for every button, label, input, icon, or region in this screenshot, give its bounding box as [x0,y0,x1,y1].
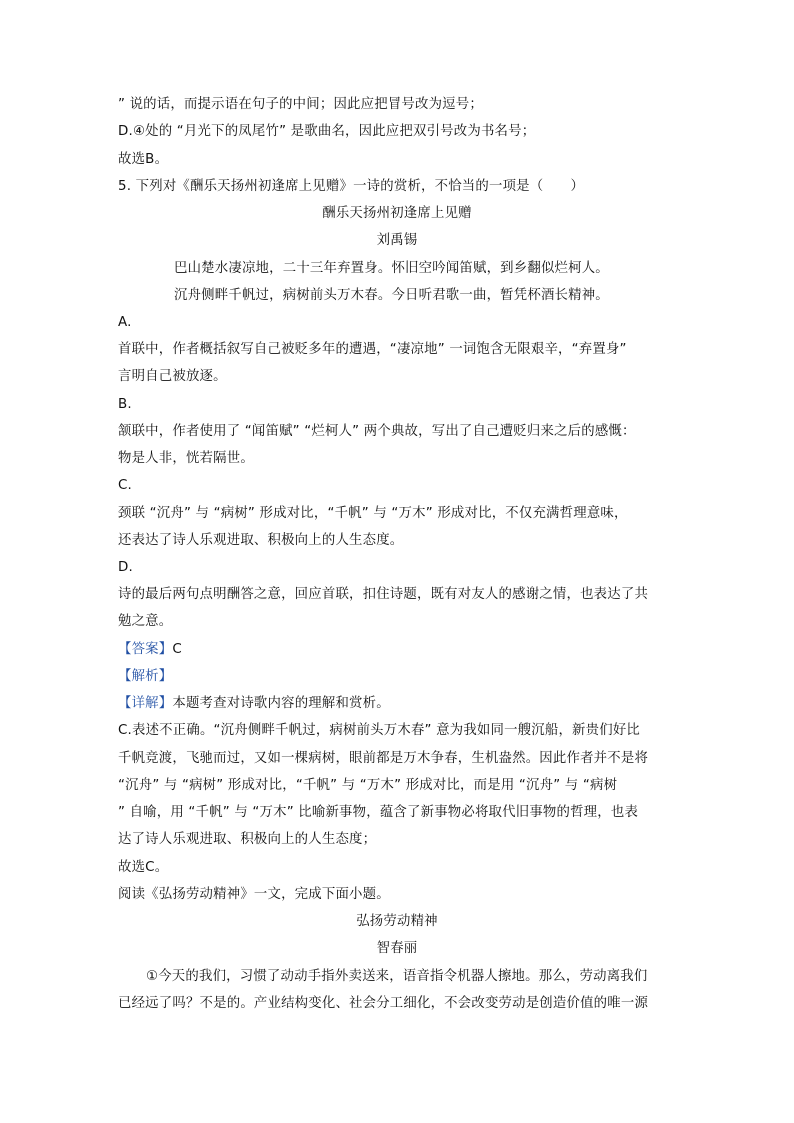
option-label-b: B. [118,397,132,412]
text-line: D.④处的 “月光下的凤尾竹” 是歌曲名，因此应把双引号改为书名号； [118,124,536,139]
question-5-stem: 5. 下列对《酬乐天扬州初逢席上见赠》一诗的赏析，不恰当的一项是（ ） [118,179,585,194]
poem-title: 酬乐天扬州初逢席上见赠 [322,206,472,221]
poem-line: 沉舟侧畔千帆过，病树前头万木春。今日听君歌一曲，暂凭杯酒长精神。 [174,288,609,303]
option-a-text: 首联中，作者概括叙写自己被贬多年的遭遇，“凄凉地” 一词饱含无限艰辛，“弃置身” [118,342,627,357]
option-label-c: C. [118,478,133,493]
detail-label: 【详解】 [118,696,173,711]
option-b-text: 物是人非，恍若隔世。 [118,451,254,466]
option-label-d: D. [118,560,133,575]
detail-line [118,695,390,713]
poem-author: 刘禹锡 [376,233,418,248]
answer-label: 【答案】 [118,642,173,657]
explanation-line: ” 自喻，用 “千帆” 与 “万木” 比喻新事物，蕴含了新事物必将取代旧事物的哲理，也表 [118,805,639,820]
explanation-line: 千帆竞渡，飞驰而过，又如一棵病树，眼前都是万木争春，生机盎然。因此作者并不是将 [118,751,649,766]
reading-prompt: 阅读《弘扬劳动精神》一文，完成下面小题。 [118,887,390,902]
poem-line: 巴山楚水凄凉地，二十三年弃置身。怀旧空吟闻笛赋，到乡翻似烂柯人。 [174,261,609,276]
option-b-text: 颔联中，作者使用了 “闻笛赋” “烂柯人” 两个典故，写出了自己遭贬归来之后的感慨： [118,424,636,439]
article-author: 智春丽 [376,941,418,956]
explanation-line: “沉舟” 与 “病树” 形成对比，“千帆” 与 “万木” 形成对比，而是用 “沉舟” 与 “病树 [118,778,618,793]
article-title: 弘扬劳动精神 [356,914,438,929]
article-paragraph: ①今天的我们，习惯了动动手指外卖送来，语音指令机器人擦地。那么，劳动离我们 [146,969,648,984]
option-label-a: A. [118,315,132,330]
explanation-line: 达了诗人乐观进取、积极向上的人生态度； [118,832,377,847]
analysis-label [118,668,172,686]
option-c-text: 还表达了诗人乐观进取、积极向上的人生态度。 [118,533,404,548]
text-line: 故选B。 [118,152,169,167]
answer-line [118,641,182,659]
option-d-text: 诗的最后两句点明酬答之意，回应首联，扣住诗题，既有对友人的感谢之情，也表达了共 [118,587,649,602]
detail-text: 本题考查对诗歌内容的理解和赏析。 [172,696,390,711]
option-a-text: 言明自己被放逐。 [118,369,227,384]
text-line: ” 说的话，而提示语在句子的中间；因此应把冒号改为逗号； [118,97,483,112]
option-d-text: 勉之意。 [118,614,173,629]
analysis-label-text: 【解析】 [118,669,173,684]
option-c-text: 颈联 “沉舟” 与 “病树” 形成对比，“千帆” 与 “万木” 形成对比，不仅充满哲理意味， [118,506,628,521]
text-line: 故选C。 [118,860,169,875]
explanation-line: C.表述不正确。“沉舟侧畔千帆过，病树前头万木春” 意为我如同一艘沉船，新贵们好比 [118,723,640,738]
article-paragraph: 已经远了吗？不是的。产业结构变化、社会分工细化，不会改变劳动是创造价值的唯一源 [118,996,649,1011]
answer-value: C [172,642,182,657]
